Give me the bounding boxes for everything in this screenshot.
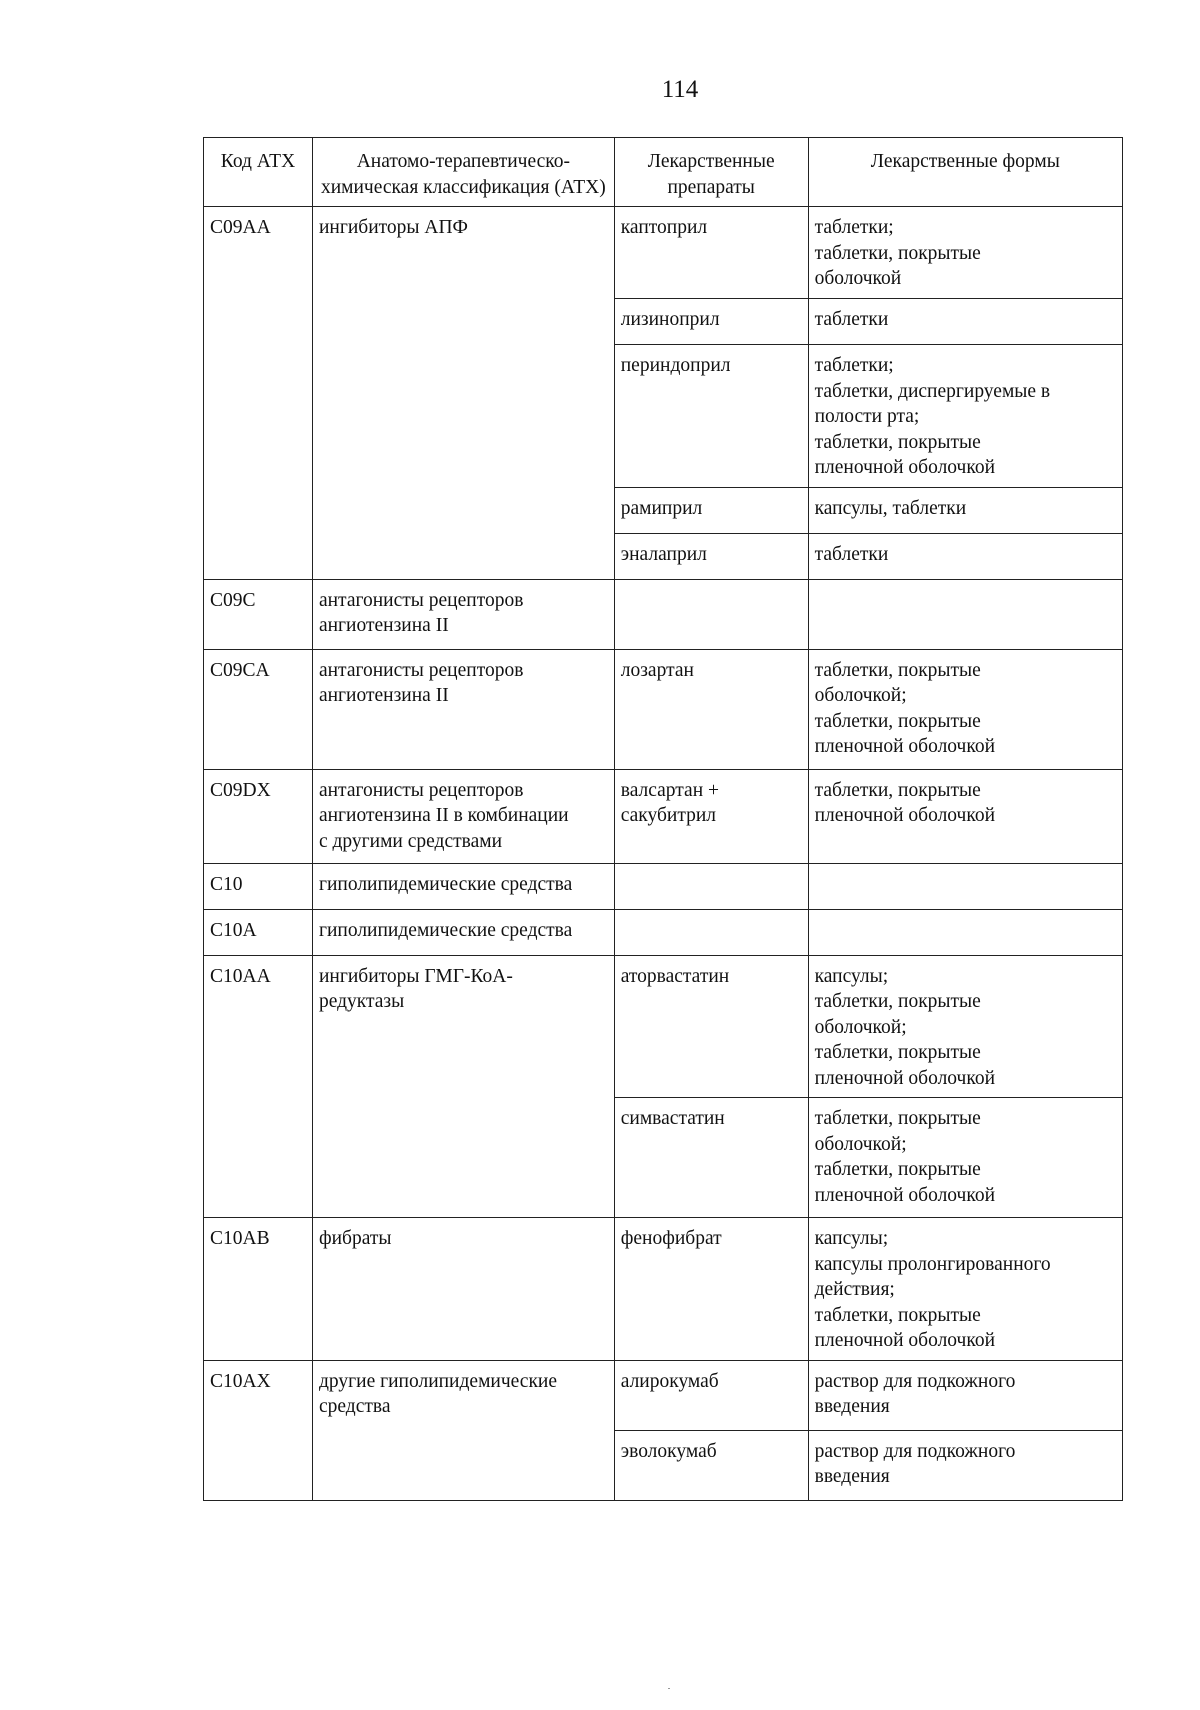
atx-drug-table bbox=[203, 137, 1123, 1501]
cell-drug: лозартан bbox=[614, 649, 808, 769]
cell-classification: гиполипидемические средства bbox=[312, 863, 614, 909]
cell-atx-code: C09AA bbox=[204, 207, 313, 580]
table-row bbox=[204, 1360, 1123, 1430]
cell-drug bbox=[614, 579, 808, 649]
table-row bbox=[204, 579, 1123, 649]
cell-drug bbox=[614, 863, 808, 909]
cell-drug: эналаприл bbox=[614, 533, 808, 579]
cell-drug bbox=[614, 909, 808, 955]
table-body bbox=[204, 207, 1123, 1501]
cell-drug: каптоприл bbox=[614, 207, 808, 299]
cell-atx-code: C10AX bbox=[204, 1360, 313, 1500]
cell-dosage-forms: таблетки, покрытые оболочкой; таблетки, покрытые пленочной оболочкой bbox=[808, 649, 1122, 769]
cell-atx-code: C10A bbox=[204, 909, 313, 955]
cell-dosage-forms: раствор для подкожного введения bbox=[808, 1430, 1122, 1500]
cell-classification: антагонисты рецепторов ангиотензина II в комбинации с другими средствами bbox=[312, 769, 614, 863]
page-number: 114 bbox=[661, 76, 699, 103]
cell-dosage-forms: таблетки, покрытые оболочкой; таблетки, покрытые пленочной оболочкой bbox=[808, 1098, 1122, 1218]
cell-atx-code: C09DX bbox=[204, 769, 313, 863]
cell-drug: алирокумаб bbox=[614, 1360, 808, 1430]
header-classification: Анатомо-терапевтическо- химическая классификация (АТХ) bbox=[312, 138, 614, 207]
cell-drug: рамиприл bbox=[614, 487, 808, 533]
cell-dosage-forms: капсулы; капсулы пролонгированного действия; таблетки, покрытые пленочной оболочкой bbox=[808, 1218, 1122, 1361]
cell-dosage-forms: капсулы, таблетки bbox=[808, 487, 1122, 533]
cell-classification: другие гиполипидемические средства bbox=[312, 1360, 614, 1500]
cell-dosage-forms: таблетки; таблетки, покрытые оболочкой bbox=[808, 207, 1122, 299]
scan-speck bbox=[668, 1688, 670, 1689]
cell-atx-code: C09C bbox=[204, 579, 313, 649]
table-row bbox=[204, 955, 1123, 1098]
cell-drug: лизиноприл bbox=[614, 299, 808, 345]
table-row bbox=[204, 909, 1123, 955]
table-row bbox=[204, 207, 1123, 299]
cell-classification: гиполипидемические средства bbox=[312, 909, 614, 955]
table-row bbox=[204, 649, 1123, 769]
cell-dosage-forms bbox=[808, 863, 1122, 909]
cell-classification: ингибиторы ГМГ-КоА- редуктазы bbox=[312, 955, 614, 1218]
cell-drug: периндоприл bbox=[614, 345, 808, 488]
cell-dosage-forms: таблетки, покрытые пленочной оболочкой bbox=[808, 769, 1122, 863]
cell-drug: валсартан + сакубитрил bbox=[614, 769, 808, 863]
cell-dosage-forms: таблетки bbox=[808, 299, 1122, 345]
cell-dosage-forms: раствор для подкожного введения bbox=[808, 1360, 1122, 1430]
header-drugs: Лекарственные препараты bbox=[614, 138, 808, 207]
cell-drug: эволокумаб bbox=[614, 1430, 808, 1500]
cell-atx-code: C09CA bbox=[204, 649, 313, 769]
table-header-row bbox=[204, 138, 1123, 207]
cell-dosage-forms bbox=[808, 909, 1122, 955]
cell-dosage-forms bbox=[808, 579, 1122, 649]
cell-classification: антагонисты рецепторов ангиотензина II bbox=[312, 649, 614, 769]
cell-dosage-forms: таблетки bbox=[808, 533, 1122, 579]
cell-drug: аторвастатин bbox=[614, 955, 808, 1098]
cell-atx-code: C10AB bbox=[204, 1218, 313, 1361]
cell-atx-code: C10AA bbox=[204, 955, 313, 1218]
cell-classification: ингибиторы АПФ bbox=[312, 207, 614, 580]
cell-drug: симвастатин bbox=[614, 1098, 808, 1218]
cell-classification: фибраты bbox=[312, 1218, 614, 1361]
table-row bbox=[204, 1218, 1123, 1361]
cell-classification: антагонисты рецепторов ангиотензина II bbox=[312, 579, 614, 649]
header-forms: Лекарственные формы bbox=[808, 138, 1122, 207]
header-code: Код АТХ bbox=[204, 138, 313, 207]
table-row bbox=[204, 769, 1123, 863]
cell-dosage-forms: таблетки; таблетки, диспергируемые в полости рта; таблетки, покрытые пленочной оболочкой bbox=[808, 345, 1122, 488]
cell-atx-code: C10 bbox=[204, 863, 313, 909]
cell-dosage-forms: капсулы; таблетки, покрытые оболочкой; таблетки, покрытые пленочной оболочкой bbox=[808, 955, 1122, 1098]
cell-drug: фенофибрат bbox=[614, 1218, 808, 1361]
table-row bbox=[204, 863, 1123, 909]
